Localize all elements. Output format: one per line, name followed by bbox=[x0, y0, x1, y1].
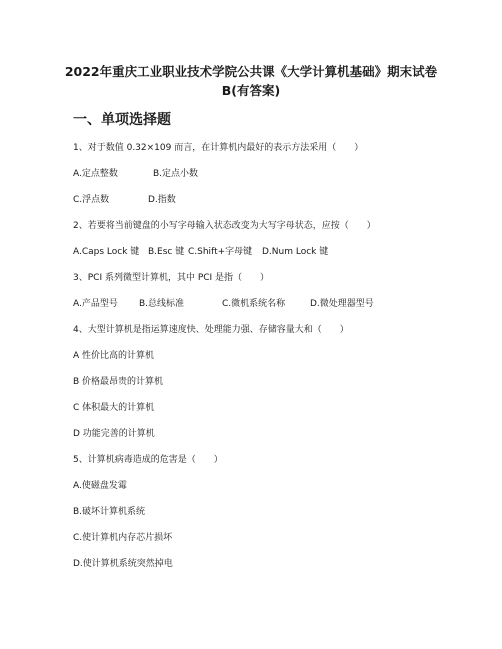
question-3-option-a: A.产品型号 bbox=[73, 299, 118, 309]
question-2-option-c: C.Shift+字母键 bbox=[188, 247, 253, 257]
question-4-option-a: A 性价比高的计算机 bbox=[73, 351, 155, 361]
question-1-option-b: B.定点小数 bbox=[153, 169, 199, 179]
question-2-option-b: B.Esc 键 bbox=[148, 247, 185, 257]
question-4-option-c: C 体积最大的计算机 bbox=[73, 403, 155, 413]
question-4-stem: 4、大型计算机是指运算速度快、处理能力强、存储容量大和（ ） bbox=[73, 325, 349, 335]
question-5-option-c: C.使计算机内存芯片损坏 bbox=[73, 533, 173, 543]
exam-title-line-1: 2022年重庆工业职业技术学院公共课《大学计算机基础》期末试卷 bbox=[64, 64, 438, 79]
exam-title-line-2: B(有答案) bbox=[221, 83, 281, 98]
question-4-option-b: B 价格最昂贵的计算机 bbox=[73, 377, 164, 387]
question-1-option-d: D.指数 bbox=[148, 195, 176, 205]
question-1-option-a: A.定点整数 bbox=[73, 169, 118, 179]
question-2-option-a: A.Caps Lock 键 bbox=[73, 247, 140, 257]
question-1-stem: 1、对于数值 0.32×109 而言，在计算机内最好的表示方法采用（ ） bbox=[73, 143, 364, 153]
question-2-stem: 2、若要将当前键盘的小写字母输入状态改变为大写字母状态，应按（ ） bbox=[73, 221, 376, 231]
section-heading: 一、单项选择题 bbox=[73, 112, 171, 128]
question-3-option-c: C.微机系统名称 bbox=[222, 299, 286, 309]
question-5-option-b: B.破坏计算机系统 bbox=[73, 507, 146, 517]
question-1-option-c: C.浮点数 bbox=[73, 195, 110, 205]
question-5-option-a: A.使磁盘发霉 bbox=[73, 481, 127, 491]
question-4-option-d: D 功能完善的计算机 bbox=[73, 429, 155, 439]
question-5-option-d: D.使计算机系统突然掉电 bbox=[73, 559, 173, 569]
question-5-stem: 5、计算机病毒造成的危害是（ ） bbox=[73, 455, 223, 465]
question-3-stem: 3、PCI 系列微型计算机，其中 PCI 是指（ ） bbox=[73, 273, 270, 283]
question-3-option-d: D.微处理器型号 bbox=[310, 299, 374, 309]
question-2-option-d: D.Num Lock 键 bbox=[262, 247, 329, 257]
question-3-option-b: B.总线标准 bbox=[139, 299, 185, 309]
